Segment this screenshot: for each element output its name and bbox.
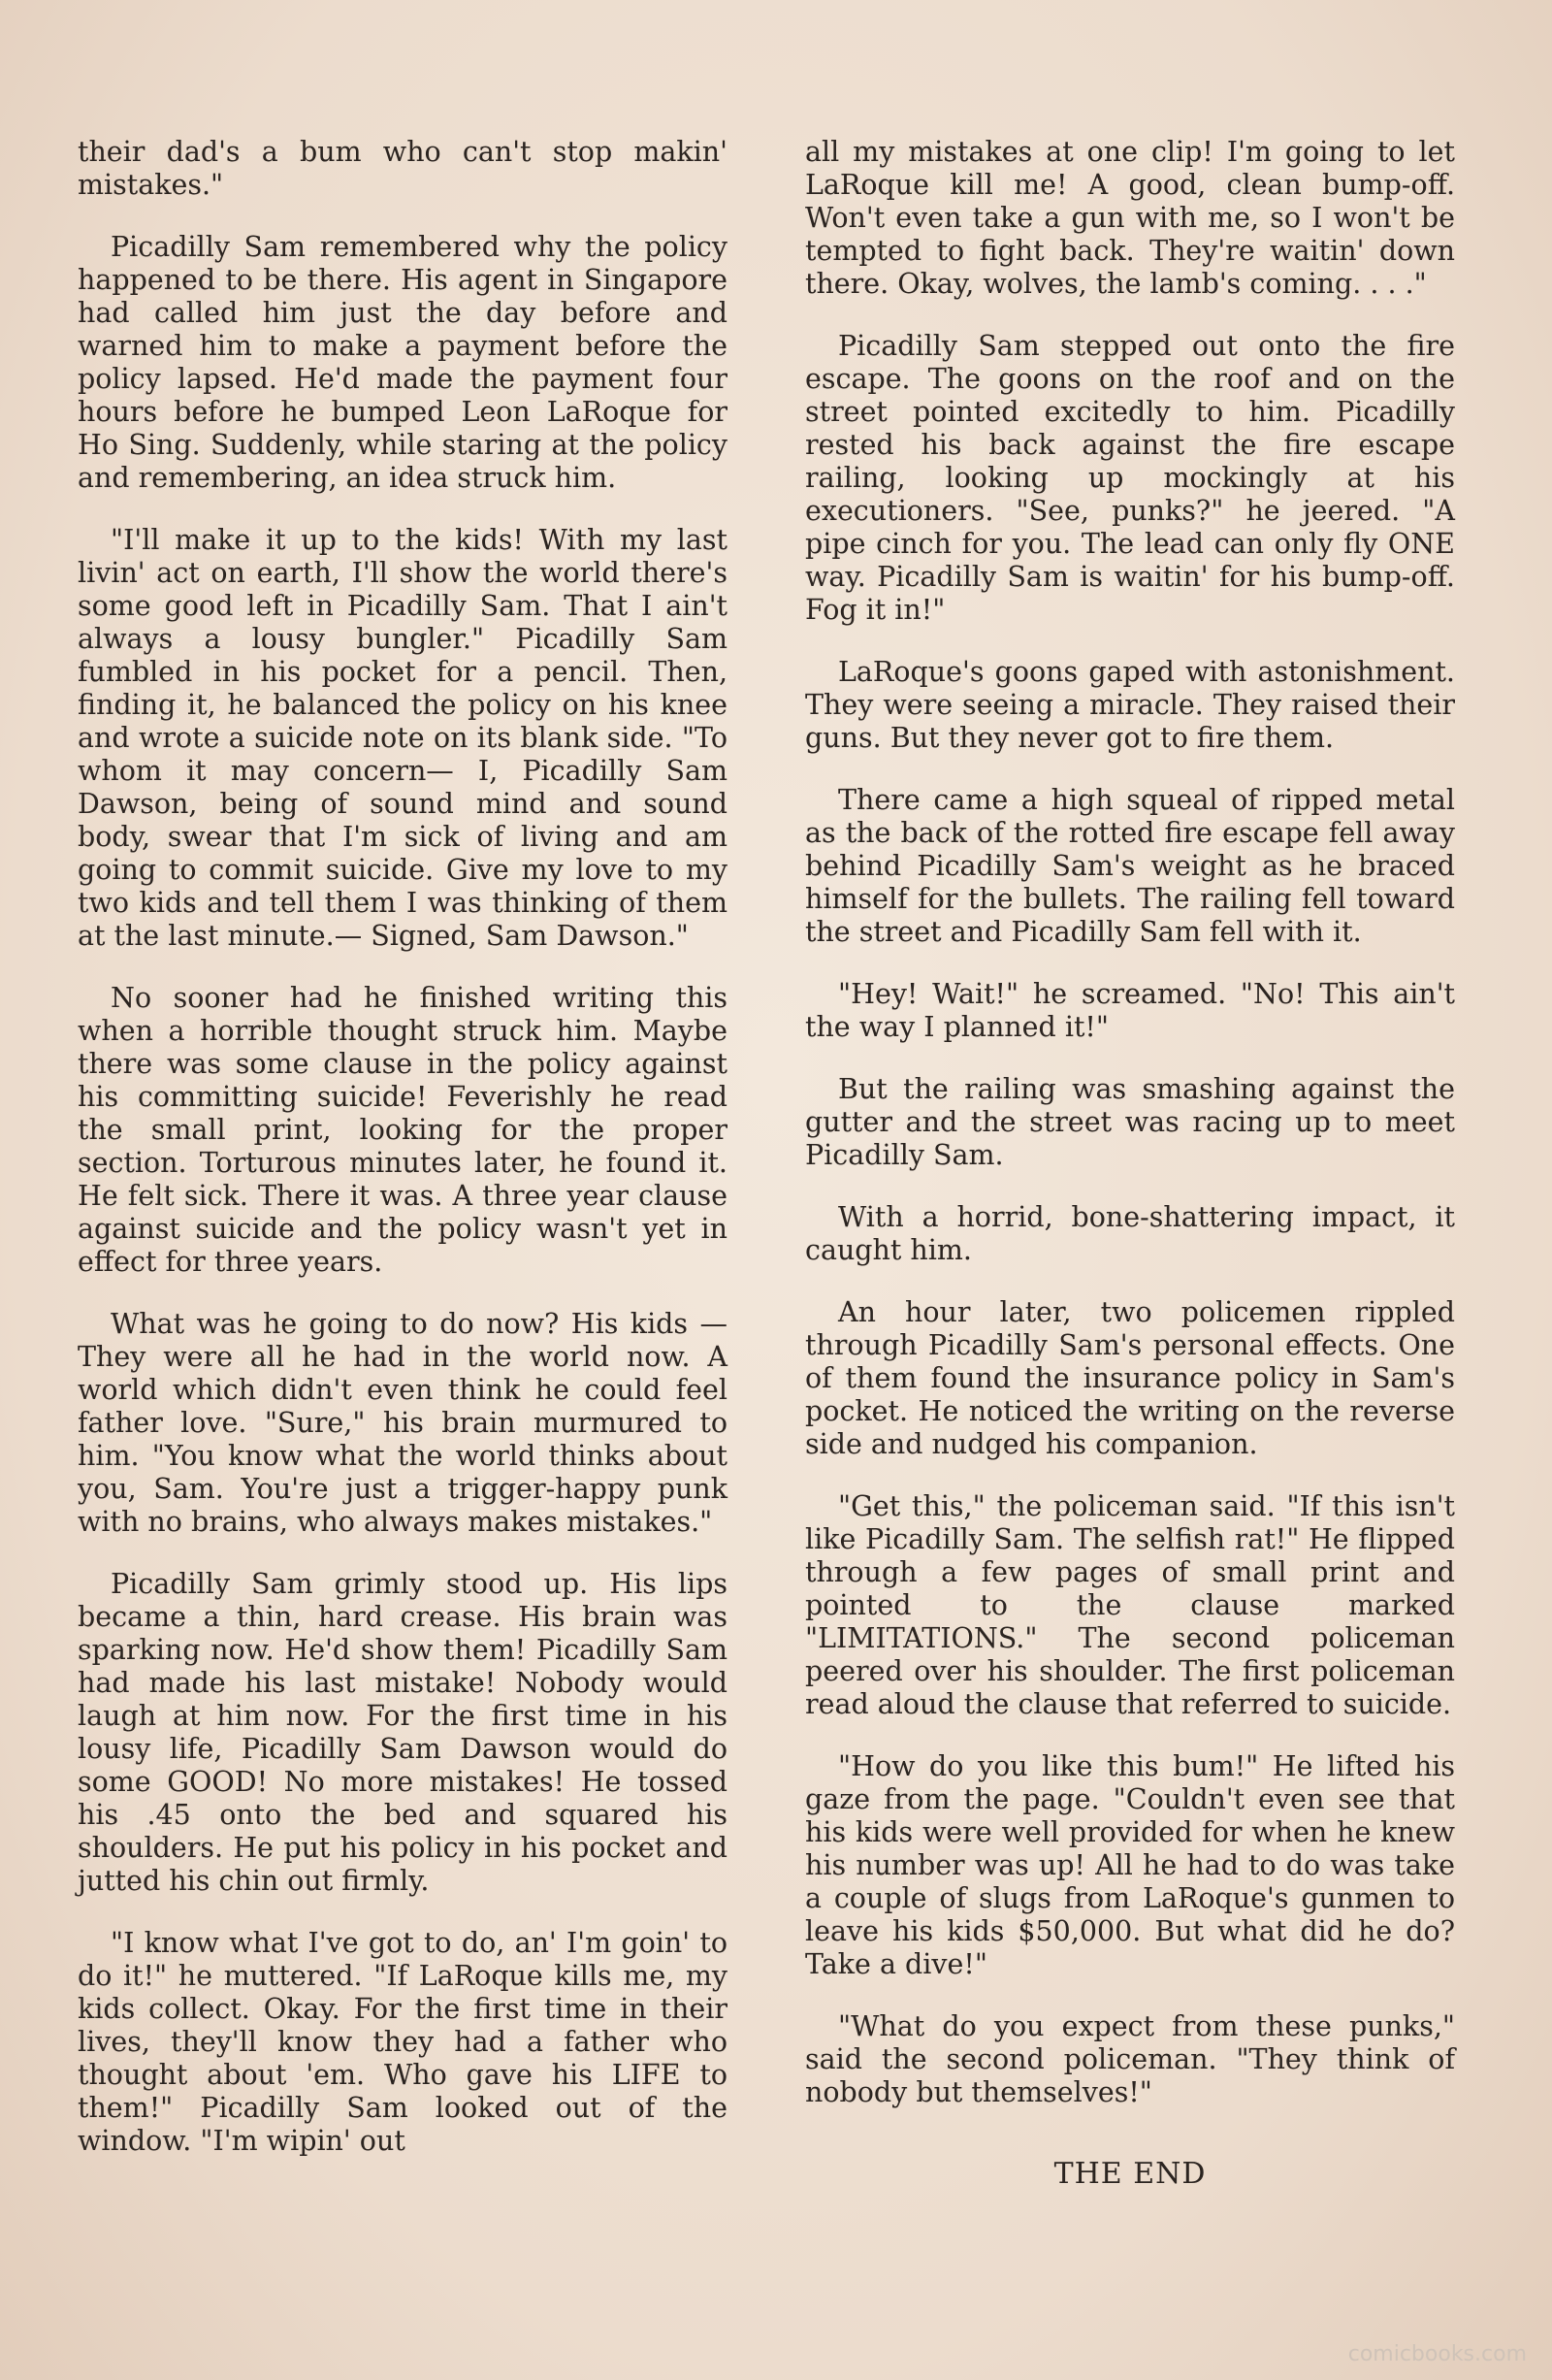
paragraph: Picadilly Sam remembered why the policy happened to be there. His agent in Singapore had called him just the day before and warned him to make a payment before the policy lapsed. He'd made the payment four hours before he bumped Leon LaRoque for Ho Sing. Suddenly, while staring at the policy and remembering, an idea struck him. — [78, 231, 728, 494]
paragraph: Picadilly Sam stepped out onto the fire escape. The goons on the roof and on the street pointed excitedly to him. Picadilly rested his back against the fire escape railing, looking up mockingly at his executioners. "See, punks?" he jeered. "A pipe cinch for you. The lead can only fly ONE way. Picadilly Sam is waitin' for his bump-off. Fog it in!" — [805, 330, 1455, 626]
the-end-label: THE END — [1053, 2157, 1207, 2191]
paragraph: LaRoque's goons gaped with astonishment. They were seeing a miracle. They raised their guns. But they never got to fire them. — [805, 656, 1455, 754]
paragraph: "I'll make it up to the kids! With my last livin' act on earth, I'll show the world there's some good left in Picadilly Sam. That I ain't always a lousy bungler." Picadilly Sam fumbled in his pocket for a pencil. Then, finding it, he balanced the policy on his knee and wrote a suicide note on its blank side. "To whom it may concern— I, Picadilly Sam Dawson, being of sound mind and sound body, swear that I'm sick of living and am going to commit suicide. Give my love to my two kids and tell them I was thinking of them at the last minute.— Signed, Sam Dawson." — [78, 524, 728, 952]
paragraph: "Get this," the policeman said. "If this isn't like Picadilly Sam. The selfish rat!" He flipped through a few pages of small print and pointed to the clause marked "LIMITATIONS." The second policeman peered over his shoulder. The first policeman read aloud the clause that referred to suicide. — [805, 1490, 1455, 1720]
paragraph: With a horrid, bone-shattering impact, it caught him. — [805, 1201, 1455, 1266]
paragraph: their dad's a bum who can't stop makin' mistakes." — [78, 136, 728, 201]
site-watermark: comicbooks.com — [1347, 2342, 1527, 2366]
paragraph: But the railing was smashing against the gutter and the street was racing up to meet Picadilly Sam. — [805, 1073, 1455, 1171]
right-text-column — [805, 136, 1455, 2220]
paragraph: "Hey! Wait!" he screamed. "No! This ain't the way I planned it!" — [805, 978, 1455, 1043]
paragraph: There came a high squeal of ripped metal as the back of the rotted fire escape fell away behind Picadilly Sam's weight as he braced himself for the bullets. The railing fell toward the street and Picadilly Sam fell with it. — [805, 784, 1455, 948]
paragraph: "I know what I've got to do, an' I'm goin' to do it!" he muttered. "If LaRoque kills me, my kids collect. Okay. For the first time in their lives, they'll know they had a father who thought about 'em. Who gave his LIFE to them!" Picadilly Sam looked out of the window. "I'm wipin' out — [78, 1927, 728, 2157]
left-text-column — [78, 136, 728, 2187]
paragraph: all my mistakes at one clip! I'm going to let LaRoque kill me! A good, clean bump-off. Won't even take a gun with me, so I won't be tempted to fight back. They're waitin' down there. Okay, wolves, the lamb's coming. . . ." — [805, 136, 1455, 300]
paragraph: "How do you like this bum!" He lifted his gaze from the page. "Couldn't even see that his kids were well provided for when he knew his number was up! All he had to do was take a couple of slugs from LaRoque's gunmen to leave his kids $50,000. But what did he do? Take a dive!" — [805, 1750, 1455, 1980]
paragraph: What was he going to do now? His kids —They were all he had in the world now. A world which didn't even think he could feel father love. "Sure," his brain murmured to him. "You know what the world thinks about you, Sam. You're just a trigger-happy punk with no brains, who always makes mistakes." — [78, 1308, 728, 1538]
paragraph: An hour later, two policemen rippled through Picadilly Sam's personal effects. One of them found the insurance policy in Sam's pocket. He noticed the writing on the reverse side and nudged his companion. — [805, 1296, 1455, 1460]
paragraph: Picadilly Sam grimly stood up. His lips became a thin, hard crease. His brain was sparking now. He'd show them! Picadilly Sam had made his last mistake! Nobody would laugh at him now. For the first time in his lousy life, Picadilly Sam Dawson would do some GOOD! No more mistakes! He tossed his .45 onto the bed and squared his shoulders. He put his policy in his pocket and jutted his chin out firmly. — [78, 1568, 728, 1897]
paragraph: No sooner had he finished writing this when a horrible thought struck him. Maybe there was some clause in the policy against his committing suicide! Feverishly he read the small print, looking for the proper section. Torturous minutes later, he found it. He felt sick. There it was. A three year clause against suicide and the policy wasn't yet in effect for three years. — [78, 982, 728, 1278]
paragraph: "What do you expect from these punks," said the second policeman. "They think of nobody but themselves!" — [805, 2010, 1455, 2108]
